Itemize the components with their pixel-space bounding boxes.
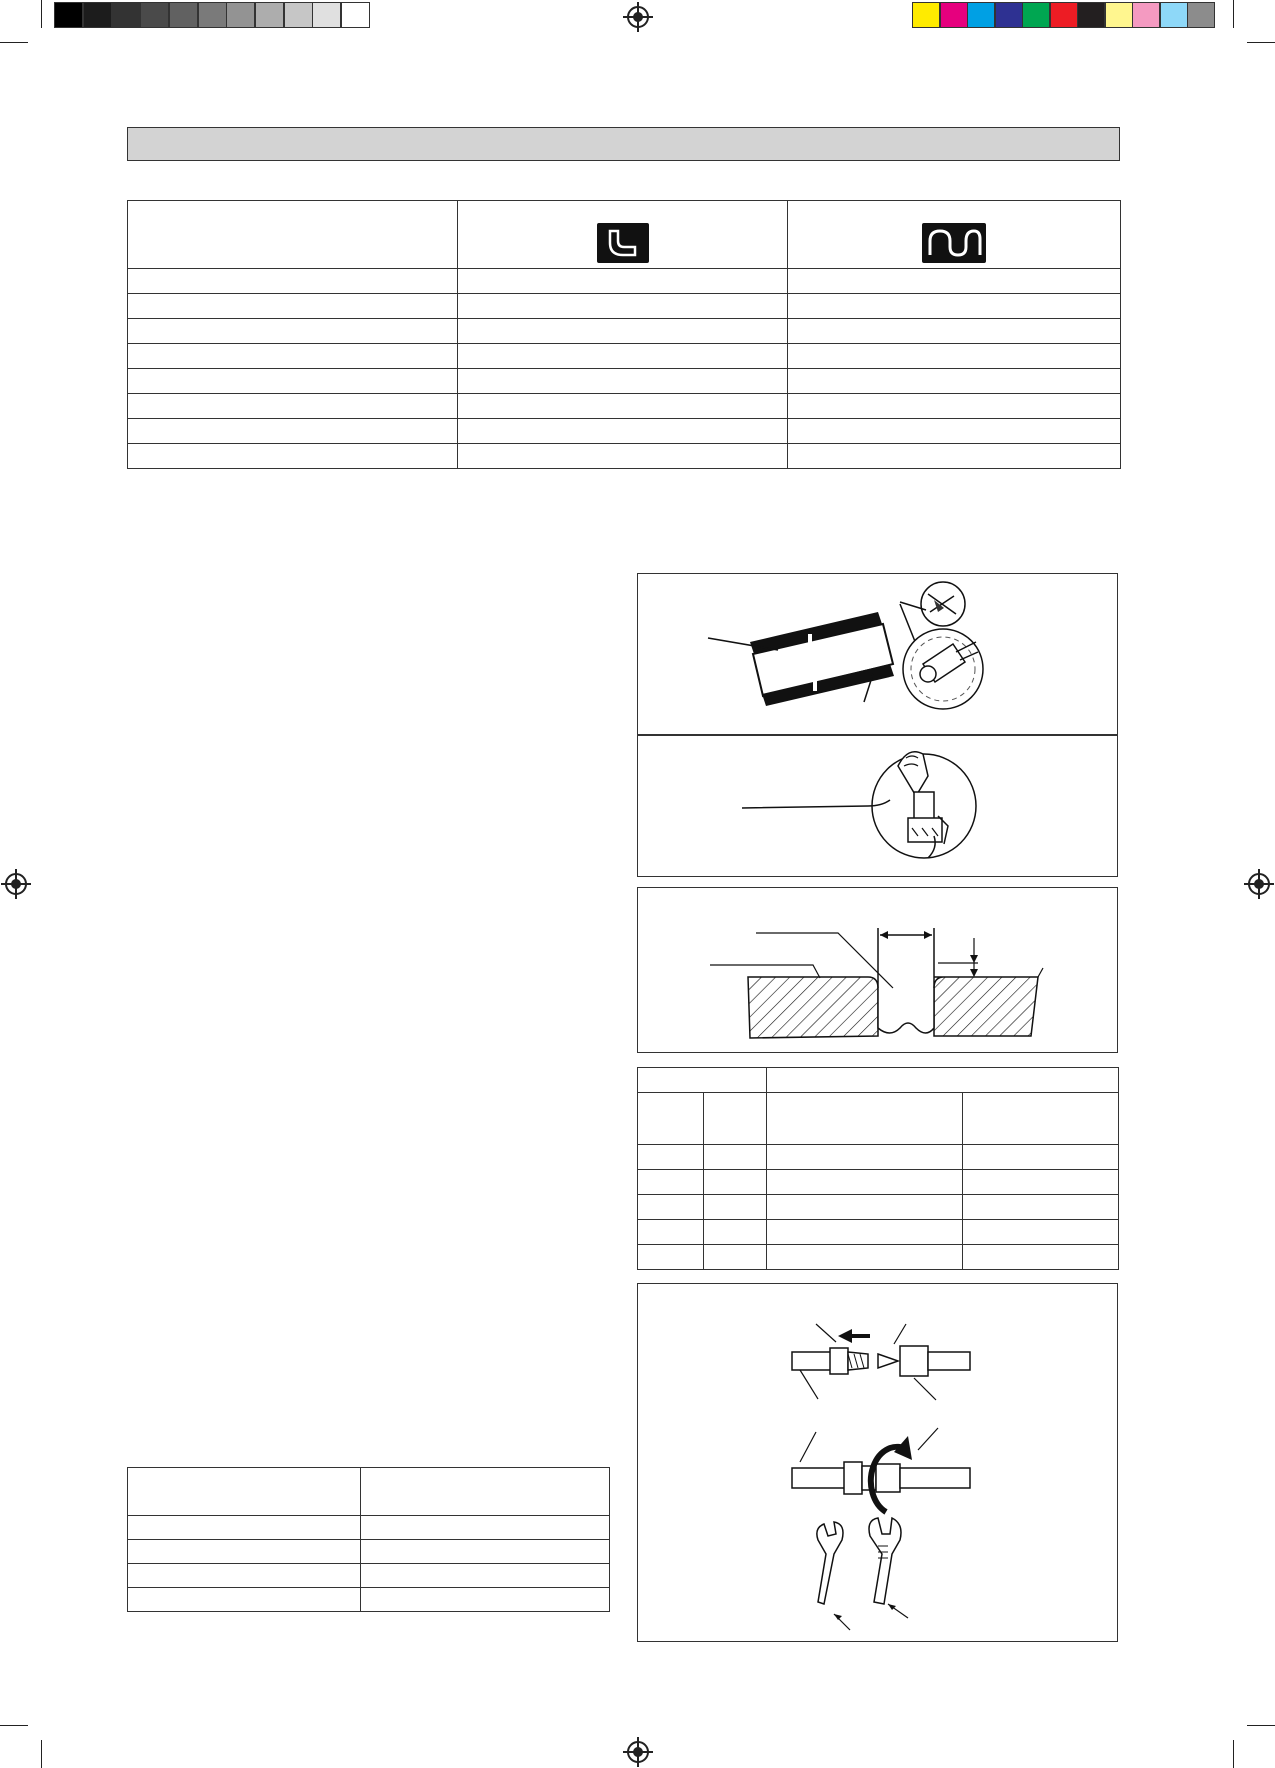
gray-swatch bbox=[111, 2, 140, 28]
color-swatch bbox=[1160, 2, 1188, 28]
figure-cutting-deburring bbox=[637, 573, 1118, 877]
figure-flare-section bbox=[637, 887, 1118, 1053]
table-cell bbox=[704, 1170, 767, 1195]
table-cell bbox=[788, 419, 1121, 444]
color-swatch bbox=[1187, 2, 1215, 28]
table-cell bbox=[128, 269, 458, 294]
table-cell bbox=[128, 344, 458, 369]
color-swatch bbox=[940, 2, 968, 28]
table-cell bbox=[128, 294, 458, 319]
gray-swatch bbox=[140, 2, 169, 28]
table-cell bbox=[704, 1145, 767, 1170]
crop-mark-bottom-right-h bbox=[1247, 1725, 1275, 1726]
pipe-bend-icon bbox=[597, 223, 649, 263]
table-cell bbox=[788, 294, 1121, 319]
flare-dimension-table bbox=[637, 1067, 1119, 1270]
gray-swatch bbox=[198, 2, 227, 28]
table-cell bbox=[638, 1195, 704, 1220]
torque-table bbox=[127, 1467, 610, 1612]
table-cell bbox=[128, 1564, 361, 1588]
color-swatch bbox=[1077, 2, 1105, 28]
table-cell bbox=[638, 1170, 704, 1195]
pipe-connection-illustration bbox=[638, 1284, 1117, 1641]
gray-swatch bbox=[226, 2, 255, 28]
color-swatch bbox=[1022, 2, 1050, 28]
color-swatch bbox=[967, 2, 995, 28]
crop-mark-top-right-v bbox=[1233, 0, 1234, 28]
gray-swatch bbox=[169, 2, 198, 28]
registration-mark-top bbox=[627, 6, 649, 28]
table-cell bbox=[638, 1220, 704, 1245]
table-cell bbox=[704, 1195, 767, 1220]
table-header-cell bbox=[963, 1093, 1119, 1145]
table-cell bbox=[458, 444, 788, 469]
table-cell bbox=[788, 344, 1121, 369]
table-cell bbox=[638, 1245, 704, 1270]
table-cell bbox=[128, 319, 458, 344]
figure-pipe-connection bbox=[637, 1283, 1118, 1642]
table-header-cell bbox=[638, 1093, 704, 1145]
table-cell bbox=[788, 369, 1121, 394]
table-cell bbox=[128, 419, 458, 444]
table-cell bbox=[361, 1540, 610, 1564]
table-header-cell bbox=[128, 1468, 361, 1516]
table-header-cell bbox=[638, 1068, 767, 1093]
table-cell bbox=[963, 1195, 1119, 1220]
table-cell bbox=[963, 1220, 1119, 1245]
table-cell bbox=[458, 294, 788, 319]
color-swatch bbox=[995, 2, 1023, 28]
table-cell bbox=[767, 1195, 963, 1220]
gray-swatch bbox=[284, 2, 313, 28]
table-cell bbox=[788, 394, 1121, 419]
table-cell bbox=[128, 1540, 361, 1564]
color-swatch bbox=[1050, 2, 1078, 28]
color-swatch bbox=[912, 2, 940, 28]
crop-mark-bottom-left-v bbox=[41, 1740, 42, 1768]
table-cell bbox=[788, 269, 1121, 294]
table-cell bbox=[767, 1245, 963, 1270]
registration-mark-bottom bbox=[627, 1741, 649, 1763]
table-cell bbox=[767, 1145, 963, 1170]
crop-mark-top-right-h bbox=[1247, 42, 1275, 43]
color-swatch bbox=[1105, 2, 1133, 28]
table-cell bbox=[788, 319, 1121, 344]
table-cell bbox=[788, 444, 1121, 469]
table-header-cell bbox=[704, 1093, 767, 1145]
table-cell bbox=[128, 1516, 361, 1540]
deburring-illustration bbox=[638, 736, 1117, 876]
table-cell bbox=[458, 419, 788, 444]
registration-mark-right bbox=[1248, 873, 1270, 895]
gray-swatch bbox=[312, 2, 341, 28]
table-cell bbox=[361, 1516, 610, 1540]
table-cell bbox=[361, 1564, 610, 1588]
table-cell bbox=[963, 1145, 1119, 1170]
table-header-cell bbox=[128, 201, 458, 269]
table-cell bbox=[128, 444, 458, 469]
gray-swatch bbox=[54, 2, 83, 28]
table-cell bbox=[458, 369, 788, 394]
table-cell bbox=[361, 1588, 610, 1612]
pipe-cutting-illustration bbox=[638, 574, 1117, 734]
table-header-cell bbox=[458, 201, 788, 269]
table-header-cell bbox=[361, 1468, 610, 1516]
table-cell bbox=[767, 1220, 963, 1245]
pipe-loop-icon bbox=[922, 223, 986, 263]
table-cell bbox=[458, 394, 788, 419]
gray-swatch bbox=[341, 2, 370, 28]
table-cell bbox=[128, 369, 458, 394]
section-header-bar bbox=[127, 127, 1120, 161]
crop-mark-bottom-left-h bbox=[0, 1725, 28, 1726]
table-cell bbox=[458, 269, 788, 294]
gray-swatch bbox=[255, 2, 284, 28]
table-cell bbox=[128, 1588, 361, 1612]
gray-swatch bbox=[83, 2, 112, 28]
table-cell bbox=[458, 344, 788, 369]
crop-mark-top-left-h bbox=[0, 42, 28, 43]
table-header-cell bbox=[767, 1093, 963, 1145]
table-cell bbox=[704, 1245, 767, 1270]
table-cell bbox=[963, 1245, 1119, 1270]
color-swatch bbox=[1132, 2, 1160, 28]
table-cell bbox=[963, 1170, 1119, 1195]
table-header-cell bbox=[788, 201, 1121, 269]
crop-mark-bottom-right-v bbox=[1233, 1740, 1234, 1768]
pipe-spec-table bbox=[127, 200, 1121, 469]
flare-cross-section-illustration bbox=[638, 888, 1117, 1052]
table-cell bbox=[128, 394, 458, 419]
table-cell bbox=[704, 1220, 767, 1245]
crop-mark-top-left-v bbox=[41, 0, 42, 28]
table-cell bbox=[638, 1145, 704, 1170]
table-cell bbox=[767, 1170, 963, 1195]
table-cell bbox=[458, 319, 788, 344]
table-header-cell bbox=[767, 1068, 1119, 1093]
registration-mark-left bbox=[5, 873, 27, 895]
